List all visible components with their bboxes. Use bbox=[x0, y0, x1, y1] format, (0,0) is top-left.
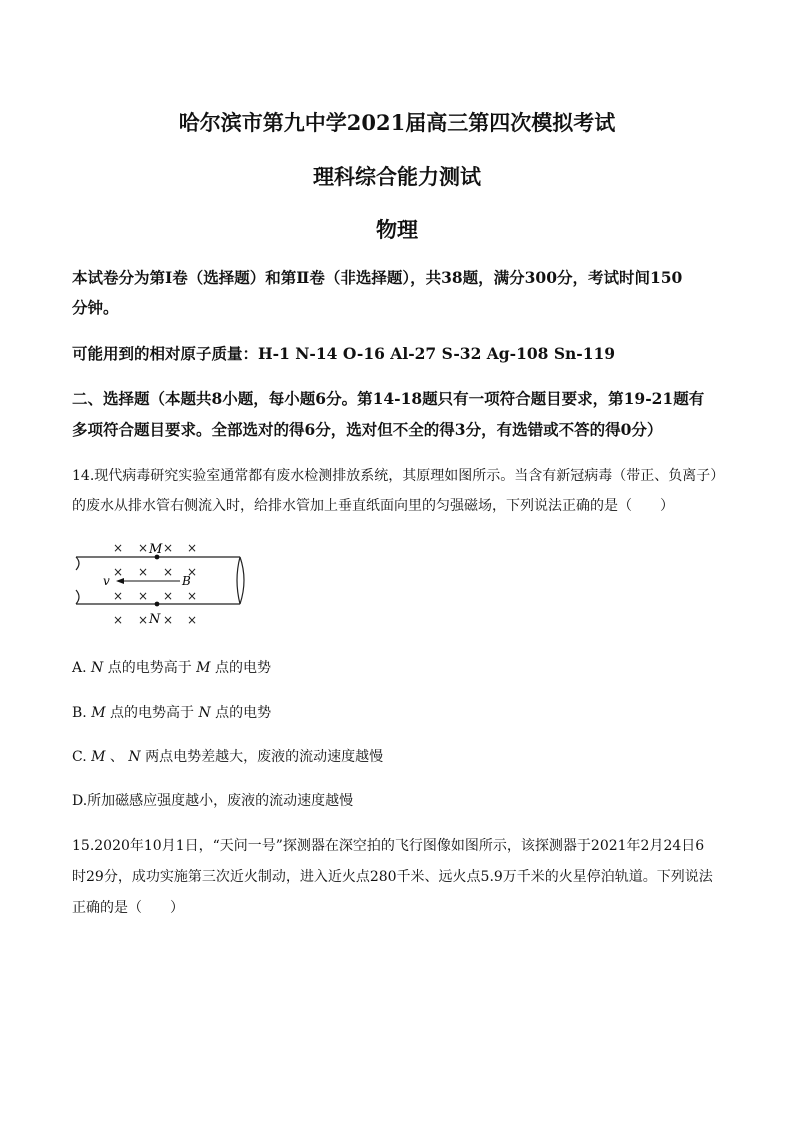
field-cross: × bbox=[113, 589, 124, 603]
option-b-var-2: N bbox=[198, 705, 211, 721]
atomic-masses: 可能用到的相对原子质量：H-1 N-14 O-16 Al-27 S-32 Ag-108 Sn-119 bbox=[72, 344, 616, 363]
q14-option-a bbox=[72, 657, 271, 677]
q15-stem-line-2: 时29分，成功实施第三次近火制动，进入近火点280千米、远火点5.9万千米的火星停泊轨道。下列说法 bbox=[72, 869, 713, 885]
label-m: M bbox=[149, 542, 163, 557]
field-cross: × bbox=[163, 589, 174, 603]
section-heading-line-1: 二、选择题（本题共8小题，每小题6分。第14-18题只有一项符合题目要求，第19-21题有 bbox=[72, 389, 705, 408]
option-b-mid: 点的电势高于 bbox=[105, 705, 199, 721]
option-a-var-2: M bbox=[196, 660, 211, 676]
section-heading-line-2: 多项符合题目要求。全部选对的得6分，选对但不全的得3分，有选错或不答的得0分） bbox=[72, 420, 663, 439]
q15-stem-line-3: 正确的是（ ） bbox=[72, 900, 184, 916]
q14-option-c bbox=[72, 746, 383, 766]
intro-line-1: 本试卷分为第Ⅰ卷（选择题）和第Ⅱ卷（非选择题），共38题，满分300分，考试时间150 bbox=[72, 268, 683, 287]
pipe-left-break-top bbox=[76, 557, 79, 570]
field-cross: × bbox=[113, 565, 124, 579]
field-cross: × bbox=[187, 565, 198, 579]
label-b: B bbox=[182, 574, 191, 588]
field-cross: × bbox=[138, 613, 149, 627]
option-a-prefix: A. bbox=[72, 660, 92, 676]
label-n: N bbox=[149, 612, 161, 627]
field-cross: × bbox=[163, 541, 174, 555]
field-cross: × bbox=[187, 541, 198, 555]
q15-stem-line-1: 15.2020年10月1日，“天问一号”探测器在深空拍的飞行图像如图所示，该探测器于2021年2月24日6 bbox=[72, 838, 705, 854]
option-c-prefix: C. bbox=[72, 749, 92, 765]
pipe-magnetic-field-diagram bbox=[72, 538, 252, 630]
field-cross: × bbox=[163, 613, 174, 627]
q14-stem-line-2: 的废水从排水管右侧流入时，给排水管加上垂直纸面向里的匀强磁场，下列说法正确的是（ ） bbox=[72, 498, 674, 514]
field-cross: × bbox=[113, 541, 124, 555]
pipe-right-opening-right bbox=[240, 557, 244, 604]
exam-title: 哈尔滨市第九中学2021届高三第四次模拟考试 bbox=[178, 110, 616, 135]
q14-option-d: D.所加磁感应强度越小，废液的流动速度越慢 bbox=[72, 793, 354, 809]
option-a-mid: 点的电势高于 bbox=[103, 660, 197, 676]
field-cross: × bbox=[187, 589, 198, 603]
label-v: v bbox=[103, 574, 110, 588]
intro-line-2: 分钟。 bbox=[72, 298, 119, 317]
option-b-prefix: B. bbox=[72, 705, 92, 721]
option-c-suffix: 两点电势差越大，废液的流动速度越慢 bbox=[140, 749, 384, 765]
field-cross: × bbox=[138, 589, 149, 603]
subject-title: 物理 bbox=[376, 217, 418, 242]
pipe-left-break-bottom bbox=[76, 590, 79, 604]
field-cross: × bbox=[138, 565, 149, 579]
field-cross: × bbox=[163, 565, 174, 579]
option-c-var-1: M bbox=[91, 749, 106, 765]
option-c-var-2: N bbox=[128, 749, 141, 765]
point-n-dot bbox=[155, 602, 160, 607]
option-a-var-1: N bbox=[91, 660, 104, 676]
q14-option-b bbox=[72, 702, 271, 722]
option-c-mid: 、 bbox=[105, 749, 129, 765]
field-cross: × bbox=[113, 613, 124, 627]
q14-stem-line-1: 14.现代病毒研究实验室通常都有废水检测排放系统，其原理如图所示。当含有新冠病毒（带正、负离子） bbox=[72, 468, 725, 484]
exam-subtitle: 理科综合能力测试 bbox=[313, 164, 481, 189]
option-b-var-1: M bbox=[91, 705, 106, 721]
pipe-right-opening-left bbox=[237, 557, 240, 604]
field-cross: × bbox=[187, 613, 198, 627]
option-b-suffix: 点的电势 bbox=[210, 705, 272, 721]
field-cross: × bbox=[138, 541, 149, 555]
option-a-suffix: 点的电势 bbox=[210, 660, 271, 676]
